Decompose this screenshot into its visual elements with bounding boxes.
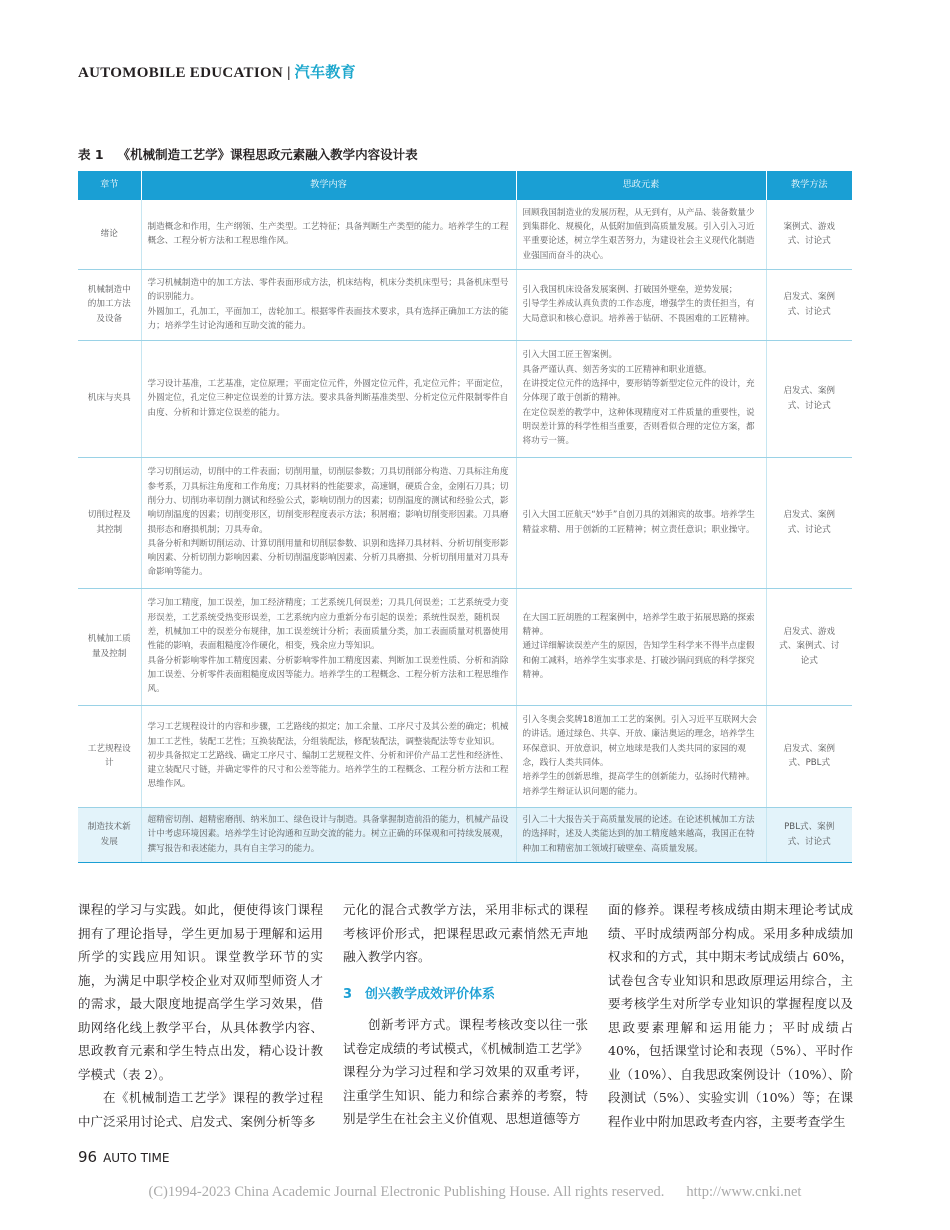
- cell-chapter: 机械加工质量及控制: [78, 588, 141, 705]
- cell-ideology: 引入我国机床设备发展案例、打破国外壁垒，逆势发展； 引导学生养成认真负责的工作态度，增强学生的责任担当，有大局意识和核心意识。培养善于钻研、不畏困难的工匠精神。: [516, 269, 766, 340]
- header-separator: |: [287, 65, 291, 81]
- cell-content: 超精密切削、超精密磨削、纳米加工、绿色设计与制造。具备掌握制造前沿的能力，机械产品设计中考虑环境因素。培养学生讨论沟通和互助交流的能力。树立正确的环保观和可持续发展观，撰写报告和表述能力，具有自主学习的能力。: [141, 807, 516, 862]
- cell-chapter: 绪论: [78, 200, 141, 269]
- cell-method: 启发式、游戏式、案例式、讨论式: [766, 588, 852, 705]
- cell-method: PBL式、案例式、讨论式: [766, 807, 852, 862]
- body-column-1: [78, 898, 323, 1133]
- cell-ideology: 引入冬奥会奖牌18道加工工艺的案例。引入习近平互联网大会的讲话。通过绿色、共享、开放、廉洁奥运的理念，培养学生环保意识、开放意识，树立地球是我们人类共同的家园的观念，践行人类共同体。 培养学生的创新思维，提高学生的创新能力，弘扬时代精神。培养学生辩证认识问题的能力。: [516, 705, 766, 807]
- copyright-watermark: [0, 1184, 950, 1201]
- header-en: AUTOMOBILE EDUCATION: [78, 65, 284, 81]
- cell-method: 启发式、案例式、讨论式: [766, 457, 852, 588]
- table-number: 表 1: [78, 147, 104, 162]
- header-cn: 汽车教育: [294, 63, 356, 81]
- body-paragraph: 课程的学习与实践。如此，便使得该门课程拥有了理论指导，学生更加易于理解和运用所学的实践应用知识。课堂教学环节的实施，为满足中职学校企业对双师型师资人才的需求，最大限度地提高学生学习效果，借助网络化线上教学平台，从具体教学内容、思政教育元素和学生特点出发，精心设计教学模式（表 2）。: [78, 902, 323, 1082]
- body-paragraph: 元化的混合式教学方法，采用非标式的课程考核评价形式，把课程思政元素悄然无声地融入教学内容。: [343, 902, 588, 964]
- header-chapter: 章节: [78, 171, 141, 200]
- body-paragraph: 面的修养。课程考核成绩由期末理论考试成绩、平时成绩两部分构成。采用多种成绩加权求和的方式，其中期末考试成绩占 60%，试卷包含专业知识和思政原理运用综合，主要考核学生对所学专业知识的掌握程度以及思政要素理解和运用能力；平时成绩占 40%，包括课堂讨论和表现（5%）、平时作业（10%）、自我思政案例设计（10%）、阶段测试（5%）、实验实训（10%）等；在课程作业中附加思政考查内容，主要考查学生: [608, 902, 853, 1129]
- cell-method: 启发式、案例式、PBL式: [766, 705, 852, 807]
- table-row: [78, 705, 852, 807]
- cell-ideology: 引入大国工匠航天“妙手”自创刀具的刘湘宾的故事。培养学生精益求精、用于创新的工匠精神；树立责任意识；职业操守。: [516, 457, 766, 588]
- cell-ideology: 在大国工匠胡胜的工程案例中，培养学生敢于拓展思路的探索精神。 通过详细解读误差产生的原因，告知学生科学来不得半点虚假和俯工减料，培养学生实事求是、打破沙锅问到底的科学探究精神。: [516, 588, 766, 705]
- cell-method: 启发式、案例式、讨论式: [766, 269, 852, 340]
- body-paragraph: 创新考评方式。课程考核改变以往一张试卷定成绩的考试模式，《机械制造工艺学》课程分为学习过程和学习效果的双重考评，注重学生知识、能力和综合素养的考察，特别是学生在社会主义价值观、思想道德等方: [343, 1017, 588, 1126]
- cell-chapter: 制造技术新发展: [78, 807, 141, 862]
- watermark-copyright: (C)1994-2023 China Academic Journal Electronic Publishing House. All rights reserved.: [148, 1184, 665, 1200]
- table-title: 《机械制造工艺学》课程思政元素融入教学内容设计表: [117, 147, 418, 162]
- cell-content: 学习设计基准，工艺基准，定位原理；平面定位元件，外圆定位元件，孔定位元件；平面定位，外圆定位，孔定位三种定位误差的计算方法。要求具备判断基准类型、分析定位元件限制零件自由度、分析和计算定位误差的能力。: [141, 340, 516, 457]
- cell-ideology: 回顾我国制造业的发展历程，从无到有，从产品、装备数量少到集群化、规模化，从低附加值到高质量发展。引入引入习近平重要论述，树立学生艰苦努力，为建设社会主义现代化制造业强国而奋斗的决心。: [516, 200, 766, 269]
- cell-chapter: 机械制造中的加工方法及设备: [78, 269, 141, 340]
- table-row: [78, 269, 852, 340]
- table-row: [78, 457, 852, 588]
- cell-content: 学习机械制造中的加工方法、零件表面形成方法，机床结构，机床分类机床型号；具备机床型号的识别能力。 外圆加工，孔加工，平面加工，齿轮加工。根据零件表面技术要求，具有选择正确加工方法的能力；培养学生讨论沟通和互助交流的能力。: [141, 269, 516, 340]
- journal-name: AUTO TIME: [103, 1151, 170, 1165]
- header-content: 教学内容: [141, 171, 516, 200]
- table-row: [78, 200, 852, 269]
- running-header: [78, 61, 356, 82]
- cell-chapter: 机床与夹具: [78, 340, 141, 457]
- cell-content: 学习加工精度，加工误差，加工经济精度；工艺系统几何误差；刀具几何误差；工艺系统受力变形误差，工艺系统受热变形误差，工艺系统内应力重新分布引起的误差；系统性误差，随机误差，机械加工中的误差分布规律，加工误差统计分析；表面质量分类，加工表面质量对机器使用性能的影响，表面粗糙度冷作硬化，相变，残余应力等知识。 具备分析影响零件加工精度因素、分析影响零件加工精度因素、判断加工误差性质、分析和消除加工误差、分析零件表面粗糙度成因等能力。培养学生的工程概念、工程分析方法和工程思维作风。: [141, 588, 516, 705]
- header-method: 教学方法: [766, 171, 852, 200]
- cell-content: 学习工艺规程设计的内容和步骤，工艺路线的拟定；加工余量、工序尺寸及其公差的确定；机械加工工艺性，装配工艺性；互换装配法，分组装配法，修配装配法，调整装配法等专业知识。 初步具备拟定工艺路线、确定工序尺寸、编制工艺规程文件、分析和评价产品工艺性和经济性、建立装配尺寸链，并确定零件的尺寸和公差等能力。培养学生的工程概念、工程分析方法和工程思维作风。: [141, 705, 516, 807]
- table-row: [78, 807, 852, 862]
- cell-chapter: 切削过程及其控制: [78, 457, 141, 588]
- body-column-3: [608, 898, 853, 1133]
- cell-method: 案例式、游戏式、讨论式: [766, 200, 852, 269]
- watermark-url: http://www.cnki.net: [686, 1184, 802, 1200]
- design-table: [78, 171, 852, 863]
- body-paragraph: 在《机械制造工艺学》课程的教学过程中广泛采用讨论式、启发式、案例分析等多: [78, 1090, 323, 1129]
- cell-ideology: 引入大国工匠王智案例。 具备严谨认真、刻苦务实的工匠精神和职业道德。 在讲授定位元件的选择中，要形销等新型定位元件的设计，充分体现了敢于创新的精神。 在定位误差的教学中，这种体现精度对工件质量的重要性，说明误差计算的科学性相当重要，否则看似合理的定位方案，都将功亏一篑。: [516, 340, 766, 457]
- cell-content: 制造概念和作用，生产纲领、生产类型。工艺特征；具备判断生产类型的能力。培养学生的工程概念、工程分析方法和工程思维作风。: [141, 200, 516, 269]
- table-header-row: [78, 171, 852, 200]
- cell-chapter: 工艺规程设计: [78, 705, 141, 807]
- page-footer: [78, 1148, 169, 1166]
- section-heading: 3 创兴教学成效评价体系: [343, 986, 496, 1002]
- body-column-2: [343, 898, 588, 1131]
- header-ideology: 思政元素: [516, 171, 766, 200]
- table-row: [78, 340, 852, 457]
- cell-method: 启发式、案例式、讨论式: [766, 340, 852, 457]
- page-number: 96: [78, 1148, 98, 1166]
- cell-content: 学习切削运动，切削中的工件表面；切削用量，切削层参数；刀具切削部分构造、刀具标注角度参考系，刀具标注角度和工作角度；刀具材料的性能要求，高速钢，硬质合金，金刚石刀具；切削分力、切削功率切削力测试和经验公式，影响切削力的因素；切削温度的测试和经验公式，影响切削温度的因素；切削变形区，切削变形程度表示方法；积屑瘤；影响切削变形因素。刀具磨损形态和磨损机制；刀具寿命。 具备分析和判断切削运动、计算切削用量和切削层参数、识别和选择刀具材料、分析切削变形影响因素、分析切削力影响因素、分析切削温度影响因素、分析刀具磨损、分析切削用量对刀具寿命影响等能力。: [141, 457, 516, 588]
- table-caption: [78, 145, 418, 163]
- cell-ideology: 引入二十大报告关于高质量发展的论述。在论述机械加工方法的选择时，述及人类能达到的加工精度越来越高，我国正在特种加工和精密加工领域打破壁垒、高质量发展。: [516, 807, 766, 862]
- table-row: [78, 588, 852, 705]
